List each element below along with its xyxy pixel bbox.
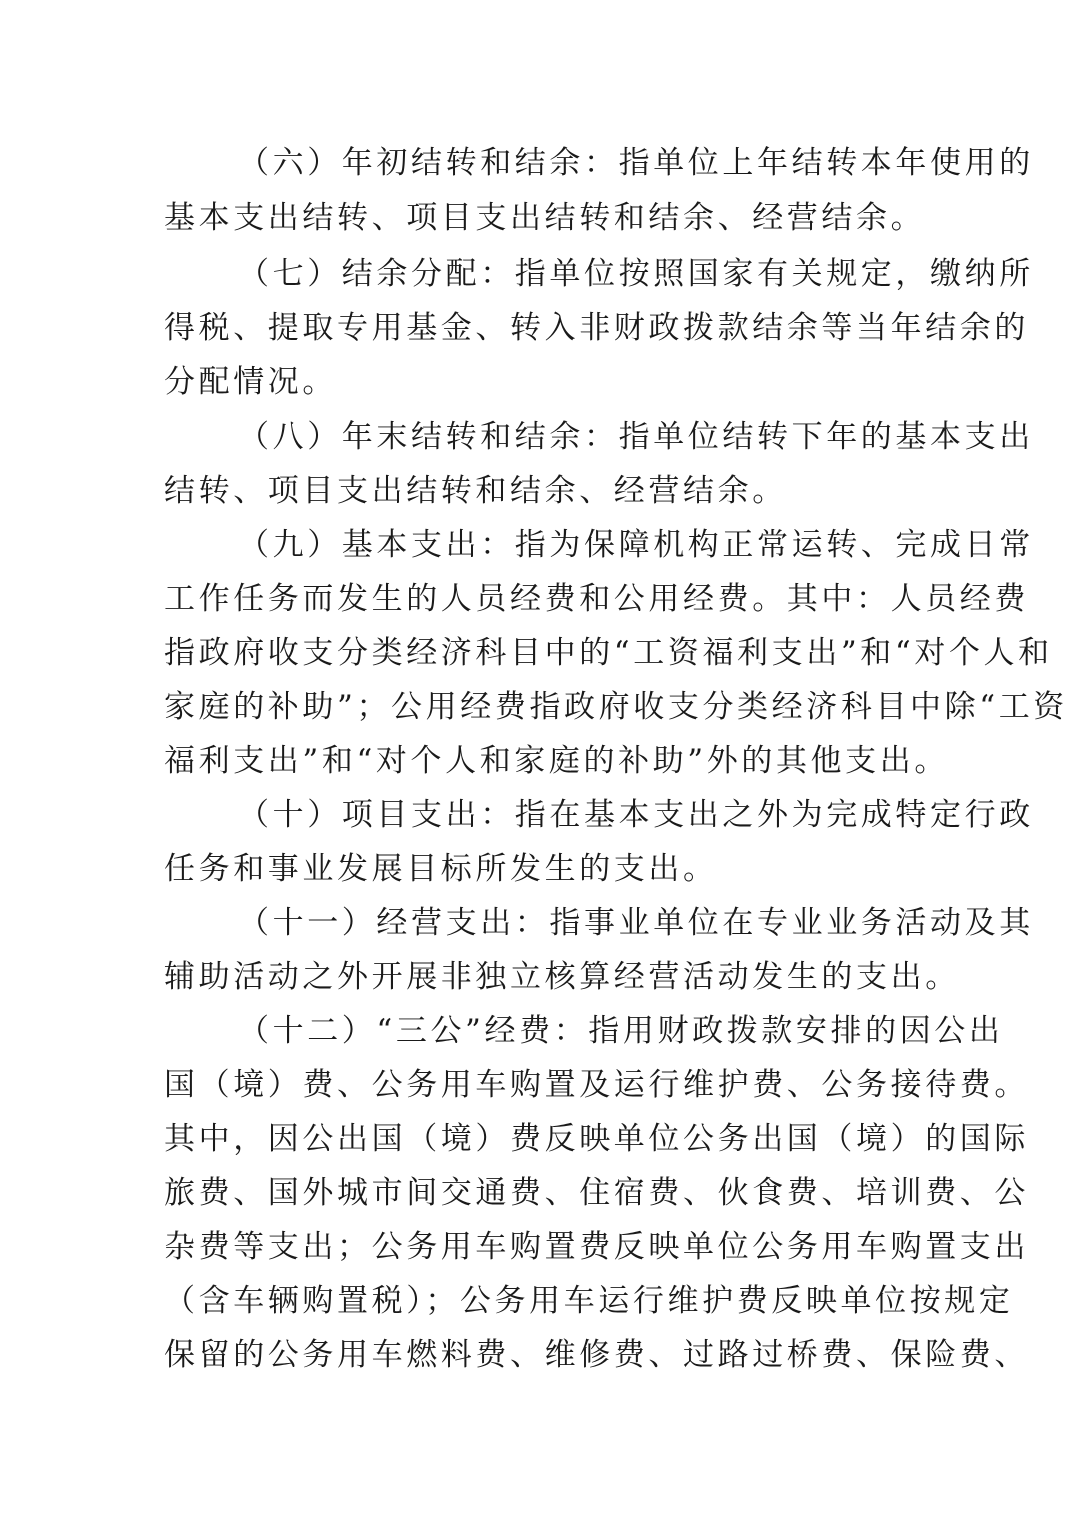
- paragraph-line: （九）基本支出：指为保障机构正常运转、完成日常: [238, 527, 1034, 563]
- paragraph-line: （十）项目支出：指在基本支出之外为完成特定行政: [238, 797, 1034, 833]
- paragraph-line: （七）结余分配：指单位按照国家有关规定，缴纳所: [238, 256, 1034, 292]
- paragraph-line: 工作任务而发生的人员经费和公用经费。其中：人员经费: [164, 581, 1029, 617]
- paragraph-line: （十一）经营支出：指事业单位在专业业务活动及其: [238, 905, 1034, 941]
- paragraph-line: 福利支出”和“对个人和家庭的补助”外的其他支出。: [164, 743, 949, 779]
- paragraph-line: （八）年末结转和结余：指单位结转下年的基本支出: [238, 419, 1034, 455]
- paragraph-line: 旅费、国外城市间交通费、住宿费、伙食费、培训费、公: [164, 1175, 1029, 1211]
- paragraph-line: 得税、提取专用基金、转入非财政拨款结余等当年结余的: [164, 310, 1029, 346]
- paragraph-line: 国（境）费、公务用车购置及运行维护费、公务接待费。: [164, 1067, 1029, 1103]
- paragraph-line: 家庭的补助”；公用经费指政府收支分类经济科目中除“工资: [164, 689, 1068, 725]
- paragraph-line: 杂费等支出；公务用车购置费反映单位公务用车购置支出: [164, 1229, 1029, 1265]
- paragraph-line: 其中，因公出国（境）费反映单位公务出国（境）的国际: [164, 1121, 1029, 1157]
- paragraph-line: 保留的公务用车燃料费、维修费、过路过桥费、保险费、: [164, 1337, 1029, 1373]
- paragraph-line: 辅助活动之外开展非独立核算经营活动发生的支出。: [164, 959, 960, 995]
- paragraph-line: （六）年初结转和结余：指单位上年结转本年使用的: [238, 145, 1034, 181]
- paragraph-line: （含车辆购置税）；公务用车运行维护费反映单位按规定: [164, 1283, 1014, 1319]
- paragraph-line: 结转、项目支出结转和结余、经营结余。: [164, 473, 787, 509]
- paragraph-line: 分配情况。: [164, 364, 337, 400]
- paragraph-line: 基本支出结转、项目支出结转和结余、经营结余。: [164, 200, 926, 236]
- paragraph-line: （十二）“三公”经费：指用财政拨款安排的因公出: [238, 1013, 1004, 1049]
- paragraph-line: 任务和事业发展目标所发生的支出。: [164, 851, 718, 887]
- paragraph-line: 指政府收支分类经济科目中的“工资福利支出”和“对个人和: [164, 635, 1053, 671]
